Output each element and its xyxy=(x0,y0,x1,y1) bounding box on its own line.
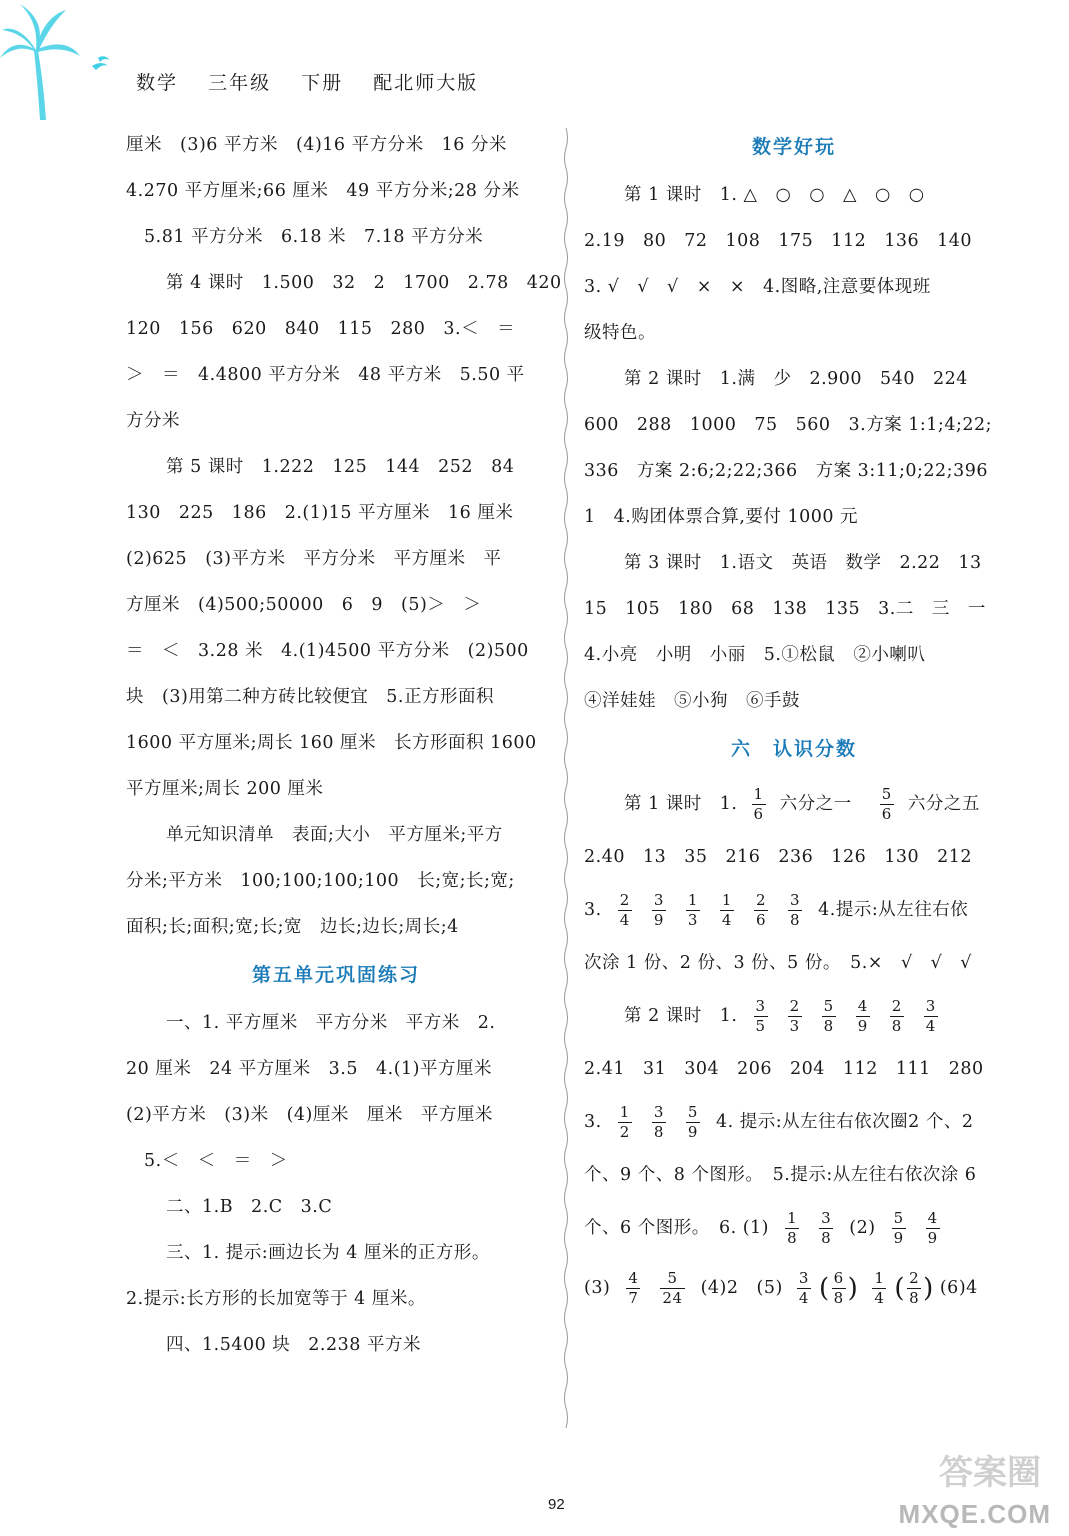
line-prefix: 第 2 课时 1. xyxy=(624,1006,738,1026)
fraction xyxy=(720,893,734,928)
denominator: 8 xyxy=(821,1229,832,1247)
denominator: 4 xyxy=(721,911,732,929)
denominator: 8 xyxy=(787,1229,798,1247)
numerator: 5 xyxy=(687,1103,698,1121)
page-header xyxy=(136,68,500,95)
numerator: 4 xyxy=(857,997,868,1015)
denominator: 3 xyxy=(789,1017,800,1035)
fraction-group xyxy=(775,1209,843,1247)
numerator: 2 xyxy=(755,891,767,909)
answer-line: ＝ ＜ 3.28 米 4.(1)4500 平方分米 (2)500 xyxy=(126,641,529,661)
fraction-group xyxy=(744,997,948,1035)
denominator: 9 xyxy=(857,1017,868,1035)
answer-line: 块 (3)用第二种方砖比较便宜 5.正方形面积 xyxy=(126,687,494,707)
denominator: 8 xyxy=(833,1289,844,1307)
lesson-1-fraction-line xyxy=(584,774,1004,834)
answer-line: 次涂 1 份、2 份、3 份、5 份。 5.× √ √ √ xyxy=(584,953,972,973)
label-4-5: (4)2 (5) xyxy=(700,1278,783,1298)
section-title-fractions: 六 认识分数 xyxy=(730,738,857,760)
answer-line: 4.270 平方厘米;66 厘米 49 平方分米;28 分米 xyxy=(126,181,520,201)
answer-line: ④洋娃娃 ⑤小狗 ⑥手鼓 xyxy=(584,691,800,711)
denominator: 4 xyxy=(798,1289,809,1307)
denominator: 8 xyxy=(909,1289,920,1307)
answer-line: 三、1. 提示:画边长为 4 厘米的正方形。 xyxy=(166,1243,490,1263)
denominator: 2 xyxy=(619,1123,630,1141)
fraction xyxy=(652,1105,666,1140)
denominator: 4 xyxy=(619,911,630,929)
line-mid: (2) xyxy=(849,1218,876,1238)
close-paren: ) xyxy=(847,1273,859,1304)
answer-line: 3. √ √ √ × × 4.图略,注意要体现班 xyxy=(584,277,931,297)
denominator: 6 xyxy=(753,805,764,823)
fraction xyxy=(660,1271,684,1306)
answer-line: 个、9 个、8 个图形。 5.提示:从左往右依次涂 6 xyxy=(584,1165,977,1185)
answer-line: 2.41 31 304 206 204 112 111 280 xyxy=(584,1059,984,1079)
line-prefix: 3. xyxy=(584,900,602,920)
fraction xyxy=(754,893,768,928)
fraction xyxy=(626,1271,640,1306)
fraction xyxy=(832,1271,846,1306)
fraction-group xyxy=(882,1209,950,1247)
denominator: 24 xyxy=(662,1289,683,1307)
answer-line: 130 225 186 2.(1)15 平方厘米 16 厘米 xyxy=(126,503,514,523)
section-title-math-fun: 数学好玩 xyxy=(751,136,836,158)
answer-line: 1600 平方厘米;周长 160 厘米 长方形面积 1600 xyxy=(126,733,537,753)
fraction-paren-group xyxy=(864,1269,934,1307)
answer-line: (2)平方米 (3)米 (4)厘米 厘米 平方厘米 xyxy=(126,1105,493,1125)
fraction-line xyxy=(584,1198,1004,1258)
lesson-3-line: 第 3 课时 1.语文 英语 数学 2.22 13 xyxy=(624,553,982,573)
subject-label: 数学 xyxy=(136,72,179,94)
answer-line: ＞ ＝ 4.4800 平方分米 48 平方米 5.50 平 xyxy=(126,365,525,385)
answer-line: 5.＜ ＜ ＝ ＞ xyxy=(144,1151,288,1171)
fraction xyxy=(652,893,666,928)
knowledge-list-line: 单元知识清单 表面;大小 平方厘米;平方 xyxy=(166,825,503,845)
fraction xyxy=(819,1211,833,1246)
open-paren: ( xyxy=(818,1273,830,1304)
lesson-1-line: 第 1 课时 1. △ ○ ○ △ ○ ○ xyxy=(624,185,925,205)
fraction xyxy=(926,1211,940,1246)
fraction xyxy=(618,1105,632,1140)
denominator: 3 xyxy=(687,911,698,929)
denominator: 4 xyxy=(925,1017,936,1035)
answer-line: 600 288 1000 75 560 3.方案 1:1;4;22; xyxy=(584,415,993,435)
line-suffix: 4.提示:从左往右依 xyxy=(818,900,969,920)
answer-line: 2.19 80 72 108 175 112 136 140 xyxy=(584,231,973,251)
fraction xyxy=(907,1271,921,1306)
edition-label: 配北师大版 xyxy=(373,72,479,94)
fraction xyxy=(890,999,904,1034)
fraction-group xyxy=(616,1269,694,1307)
answer-line: 5.81 平方分米 6.18 米 7.18 平方分米 xyxy=(144,227,484,247)
fraction-line xyxy=(584,1258,1004,1318)
line-prefix: 3. xyxy=(584,1112,602,1132)
numerator: 3 xyxy=(798,1269,809,1287)
answer-line: 二、1.B 2.C 3.C xyxy=(166,1197,333,1217)
fraction xyxy=(880,787,894,822)
numerator: 3 xyxy=(790,891,801,909)
fraction-line xyxy=(584,1092,1004,1152)
numerator: 2 xyxy=(891,997,902,1015)
watermark-logo: 答案圈 xyxy=(939,1453,1041,1493)
line-suffix: 4. 提示:从左往右依次圈2 个、2 xyxy=(716,1112,974,1132)
numerator: 4 xyxy=(628,1269,639,1287)
numerator: 5 xyxy=(823,997,834,1015)
page-number: 92 xyxy=(548,1496,565,1513)
section-title-unit5-review: 第五单元巩固练习 xyxy=(251,964,420,986)
denominator: 5 xyxy=(755,1017,766,1035)
answer-line: 15 105 180 68 138 135 3.二 三 一 xyxy=(584,599,986,619)
numerator: 5 xyxy=(881,785,892,803)
answer-line: 一、1. 平方厘米 平方分米 平方米 2. xyxy=(166,1013,496,1033)
denominator: 8 xyxy=(891,1017,902,1035)
lesson-5-line: 第 5 课时 1.222 125 144 252 84 xyxy=(166,457,515,477)
fraction xyxy=(892,1211,906,1246)
fraction-group xyxy=(608,891,812,929)
numerator: 2 xyxy=(909,1269,920,1287)
fraction xyxy=(754,999,768,1034)
numerator: 1 xyxy=(619,1103,630,1121)
left-column xyxy=(126,122,562,1368)
denominator: 9 xyxy=(687,1123,698,1141)
answer-line: 336 方案 2:6;2;22;366 方案 3:11;0;22;396 xyxy=(584,461,988,481)
denominator: 6 xyxy=(755,911,767,929)
answer-line: 2.提示:长方形的长加宽等于 4 厘米。 xyxy=(126,1289,426,1309)
fraction xyxy=(618,893,632,928)
answer-line: 级特色。 xyxy=(584,323,656,343)
denominator: 8 xyxy=(653,1123,664,1141)
numerator: 1 xyxy=(874,1269,885,1287)
answer-line: 2.40 13 35 216 236 126 130 212 xyxy=(584,847,973,867)
grade-label: 三年级 xyxy=(208,72,272,94)
numerator: 2 xyxy=(789,997,800,1015)
watermark-url: MXQE.COM xyxy=(898,1499,1051,1529)
answer-line: 4.小亮 小明 小丽 5.①松鼠 ②小喇叭 xyxy=(584,645,926,665)
denominator: 4 xyxy=(874,1289,885,1307)
right-column xyxy=(584,122,1004,1318)
close-paren: ) xyxy=(923,1273,934,1304)
answer-line: 分米;平方米 100;100;100;100 长;宽;长;宽; xyxy=(126,871,515,891)
palm-tree-decoration xyxy=(0,0,140,120)
fraction xyxy=(752,787,766,822)
fraction-group xyxy=(608,1103,710,1141)
lesson-2-line: 第 2 课时 1.满 少 2.900 540 224 xyxy=(624,369,968,389)
line-prefix: 第 1 课时 1. xyxy=(624,794,738,814)
fraction xyxy=(822,999,836,1034)
fraction-words: 六分之五 xyxy=(907,794,980,814)
answer-line: 平方厘米;周长 200 厘米 xyxy=(126,779,324,799)
fraction-line xyxy=(584,880,1004,940)
numerator: 6 xyxy=(833,1269,844,1287)
denominator: 9 xyxy=(893,1229,904,1247)
numerator: 1 xyxy=(753,785,764,803)
fraction xyxy=(872,1271,886,1306)
numerator: 2 xyxy=(619,891,630,909)
numerator: 3 xyxy=(653,891,664,909)
fraction xyxy=(785,1211,799,1246)
denominator: 8 xyxy=(823,1017,834,1035)
numerator: 4 xyxy=(927,1209,938,1227)
label-6: (6)4 xyxy=(939,1278,978,1298)
numerator: 5 xyxy=(893,1209,904,1227)
numerator: 3 xyxy=(755,997,766,1015)
fraction xyxy=(686,893,700,928)
lesson-4-line: 第 4 课时 1.500 32 2 1700 2.78 420 xyxy=(166,273,562,293)
numerator: 1 xyxy=(721,891,732,909)
fraction xyxy=(686,1105,700,1140)
answer-line: 方厘米 (4)500;50000 6 9 (5)＞ ＞ xyxy=(126,595,482,615)
fraction xyxy=(788,999,802,1034)
volume-label: 下册 xyxy=(301,72,344,94)
column-divider xyxy=(563,128,569,1428)
answer-line: 20 厘米 24 平方厘米 3.5 4.(1)平方厘米 xyxy=(126,1059,492,1079)
denominator: 6 xyxy=(881,805,892,823)
answer-line: 四、1.5400 块 2.238 平方米 xyxy=(166,1335,421,1355)
fraction xyxy=(797,1271,811,1306)
denominator: 9 xyxy=(927,1229,938,1247)
answer-line: (2)625 (3)平方米 平方分米 平方厘米 平 xyxy=(126,549,502,569)
fraction xyxy=(924,999,938,1034)
fraction-paren-group xyxy=(789,1269,859,1307)
fraction xyxy=(856,999,870,1034)
fraction xyxy=(788,893,802,928)
denominator: 7 xyxy=(628,1289,639,1307)
line-prefix: 个、6 个图形。 6. (1) xyxy=(584,1218,769,1238)
denominator: 8 xyxy=(790,911,801,929)
answer-line: 厘米 (3)6 平方米 (4)16 平方分米 16 分米 xyxy=(126,135,507,155)
numerator: 1 xyxy=(787,1209,798,1227)
denominator: 9 xyxy=(653,911,664,929)
lesson-2-fraction-line xyxy=(584,986,1004,1046)
numerator: 1 xyxy=(687,891,698,909)
fraction-words: 六分之一 xyxy=(779,794,852,814)
numerator: 5 xyxy=(667,1269,678,1287)
numerator: 3 xyxy=(821,1209,832,1227)
answer-line: 1 4.购团体票合算,要付 1000 元 xyxy=(584,507,859,527)
answer-line: 面积;长;面积;宽;长;宽 边长;边长;周长;4 xyxy=(126,917,459,937)
label-3: (3) xyxy=(584,1278,611,1298)
answer-line: 120 156 620 840 115 280 3.＜ ＝ xyxy=(126,319,516,339)
open-paren: ( xyxy=(894,1273,906,1304)
answer-line: 方分米 xyxy=(126,411,180,431)
numerator: 3 xyxy=(925,997,936,1015)
numerator: 3 xyxy=(653,1103,664,1121)
